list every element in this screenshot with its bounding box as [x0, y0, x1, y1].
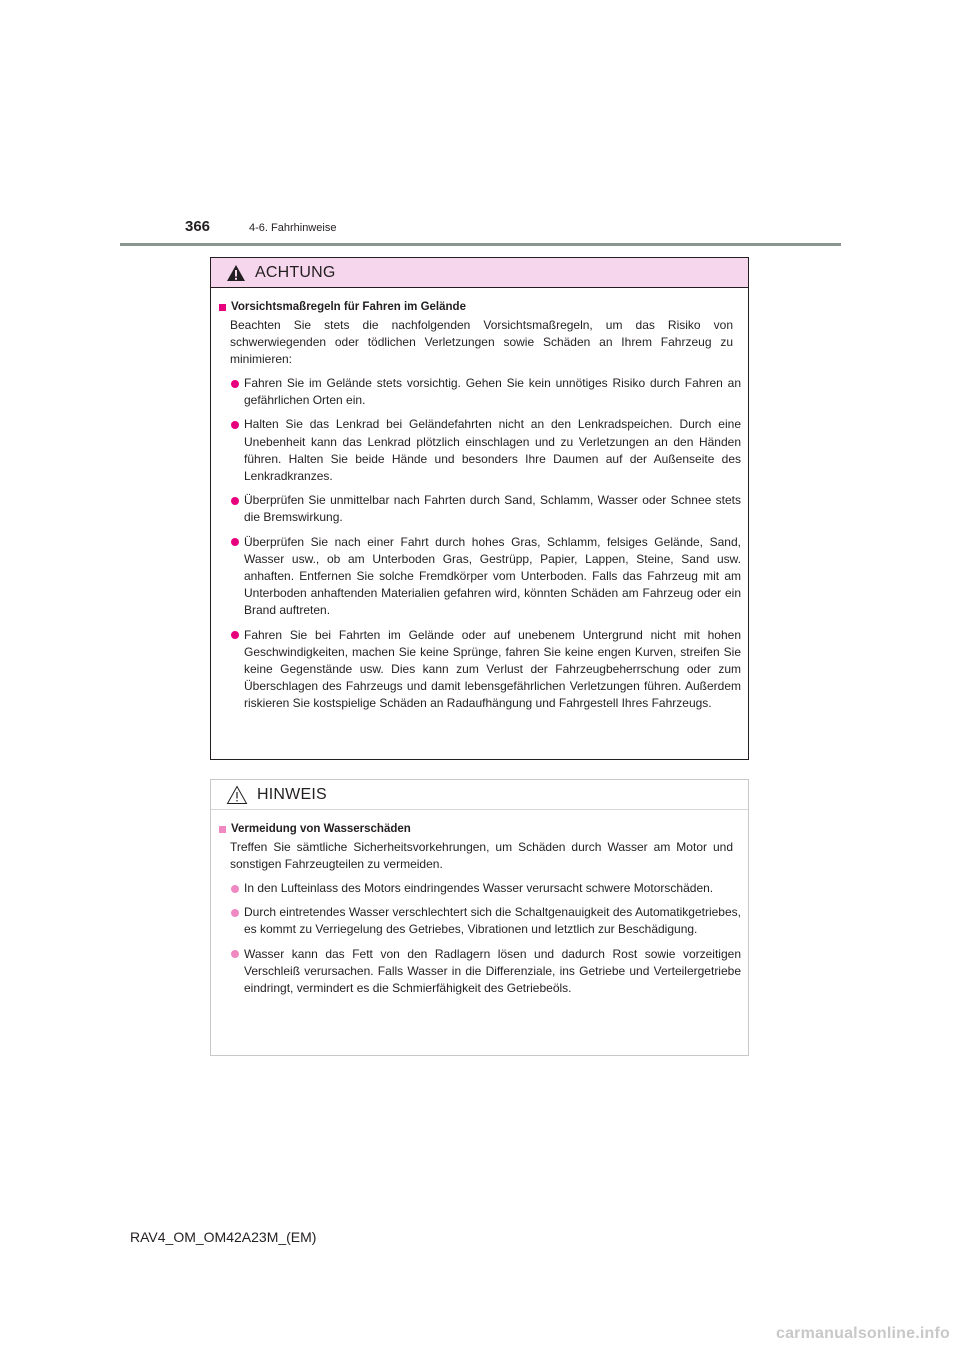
circle-bullet-icon	[231, 885, 239, 893]
hinweis-header	[211, 780, 748, 810]
achtung-topic	[219, 301, 741, 313]
circle-bullet-icon	[231, 538, 239, 546]
hinweis-body	[211, 810, 748, 997]
hinweis-title: HINWEIS	[257, 785, 327, 803]
hinweis-list	[219, 880, 741, 997]
circle-bullet-icon	[231, 631, 239, 639]
circle-bullet-icon	[231, 950, 239, 958]
list-item: Überprüfen Sie nach einer Fahrt durch hohes Gras, Schlamm, felsiges Gelände, Sand, Wasser usw., ob am Unterboden Gras, Gestrüpp, Papier, Lappen, Steine, Sand usw. anhaften. Entfernen Sie solche Fremdkörper vom Unterboden. Falls das Fahrzeug mit am Unterboden anhaftenden Materialien gefahren wird, könnten Schäden am Fahrzeug oder ein Brand auftreten.	[219, 534, 741, 620]
document-code: RAV4_OM_OM42A23M_(EM)	[130, 1229, 317, 1245]
page-number: 366	[185, 218, 211, 235]
header-rule	[120, 243, 841, 246]
list-item: In den Lufteinlass des Motors eindringendes Wasser verursacht schwere Motorschäden.	[219, 880, 741, 897]
square-bullet-icon	[219, 304, 226, 311]
list-item: Wasser kann das Fett von den Radlagern lösen und dadurch Rost sowie vorzeitigen Verschleiß verursachen. Falls Wasser in die Differenziale, ins Getriebe und Verteilergetriebe eindringt, vermindert es die Schmierfähigkeit des Getriebeöls.	[219, 946, 741, 998]
list-item: Überprüfen Sie unmittelbar nach Fahrten durch Sand, Schlamm, Wasser oder Schnee stets die Bremswirkung.	[219, 492, 741, 526]
hinweis-notice-box	[210, 779, 749, 1056]
circle-bullet-icon	[231, 909, 239, 917]
section-title: 4-6. Fahrhinweise	[249, 222, 337, 234]
watermark: carmanualsonline.info	[775, 1325, 950, 1342]
warning-triangle-icon	[226, 264, 246, 282]
achtung-topic-text: Vorsichtsmaßregeln für Fahren im Gelände	[231, 301, 466, 313]
hinweis-topic	[219, 823, 741, 835]
hinweis-topic-text: Vermeidung von Wasserschäden	[231, 823, 411, 835]
list-item: Fahren Sie bei Fahrten im Gelände oder auf unebenem Untergrund nicht mit hohen Geschwindigkeiten, machen Sie keine Sprünge, fahren Sie keine engen Kurven, streifen Sie keine Gegenstände usw. Dies kann zum Verlust der Fahrzeugbeherrschung oder zum Überschlagen des Fahrzeugs und damit lebensgefährlichen Verletzungen führen. Außerdem riskieren Sie kostspielige Schäden an Radaufhängung und Fahrgestell Ihres Fahrzeugs.	[219, 627, 741, 713]
achtung-title: ACHTUNG	[255, 263, 336, 281]
circle-bullet-icon	[231, 421, 239, 429]
achtung-header	[211, 258, 748, 288]
achtung-list	[219, 375, 741, 713]
notice-triangle-outline-icon	[226, 785, 248, 805]
list-item: Fahren Sie im Gelände stets vorsichtig. Gehen Sie kein unnötiges Risiko durch Fahren an gefährlichen Orten ein.	[219, 375, 741, 409]
achtung-warning-box	[210, 257, 749, 760]
circle-bullet-icon	[231, 380, 239, 388]
list-item: Durch eintretendes Wasser verschlechtert sich die Schaltgenauigkeit des Automatikgetriebes, es kommt zu Verriegelung des Getriebes, Vibrationen und letztlich zur Beschädigung.	[219, 904, 741, 938]
list-item: Halten Sie das Lenkrad bei Geländefahrten nicht an den Lenkradspeichen. Durch eine Unebenheit kann das Lenkrad plötzlich einschlagen und zu Verletzungen an den Händen führen. Halten Sie beide Hände und besonders Ihre Daumen auf der Außenseite des Lenkradkranzes.	[219, 416, 741, 485]
hinweis-intro: Treffen Sie sämtliche Sicherheitsvorkehrungen, um Schäden durch Wasser am Motor und sonstigen Fahrzeugteilen zu vermeiden.	[230, 840, 733, 871]
circle-bullet-icon	[231, 497, 239, 505]
achtung-intro: Beachten Sie stets die nachfolgenden Vorsichtsmaßregeln, um das Risiko von schwerwiegenden oder tödlichen Verletzungen sowie Schäden an Ihrem Fahrzeug zu minimieren:	[230, 318, 733, 366]
achtung-body	[211, 288, 748, 713]
square-bullet-icon	[219, 826, 226, 833]
